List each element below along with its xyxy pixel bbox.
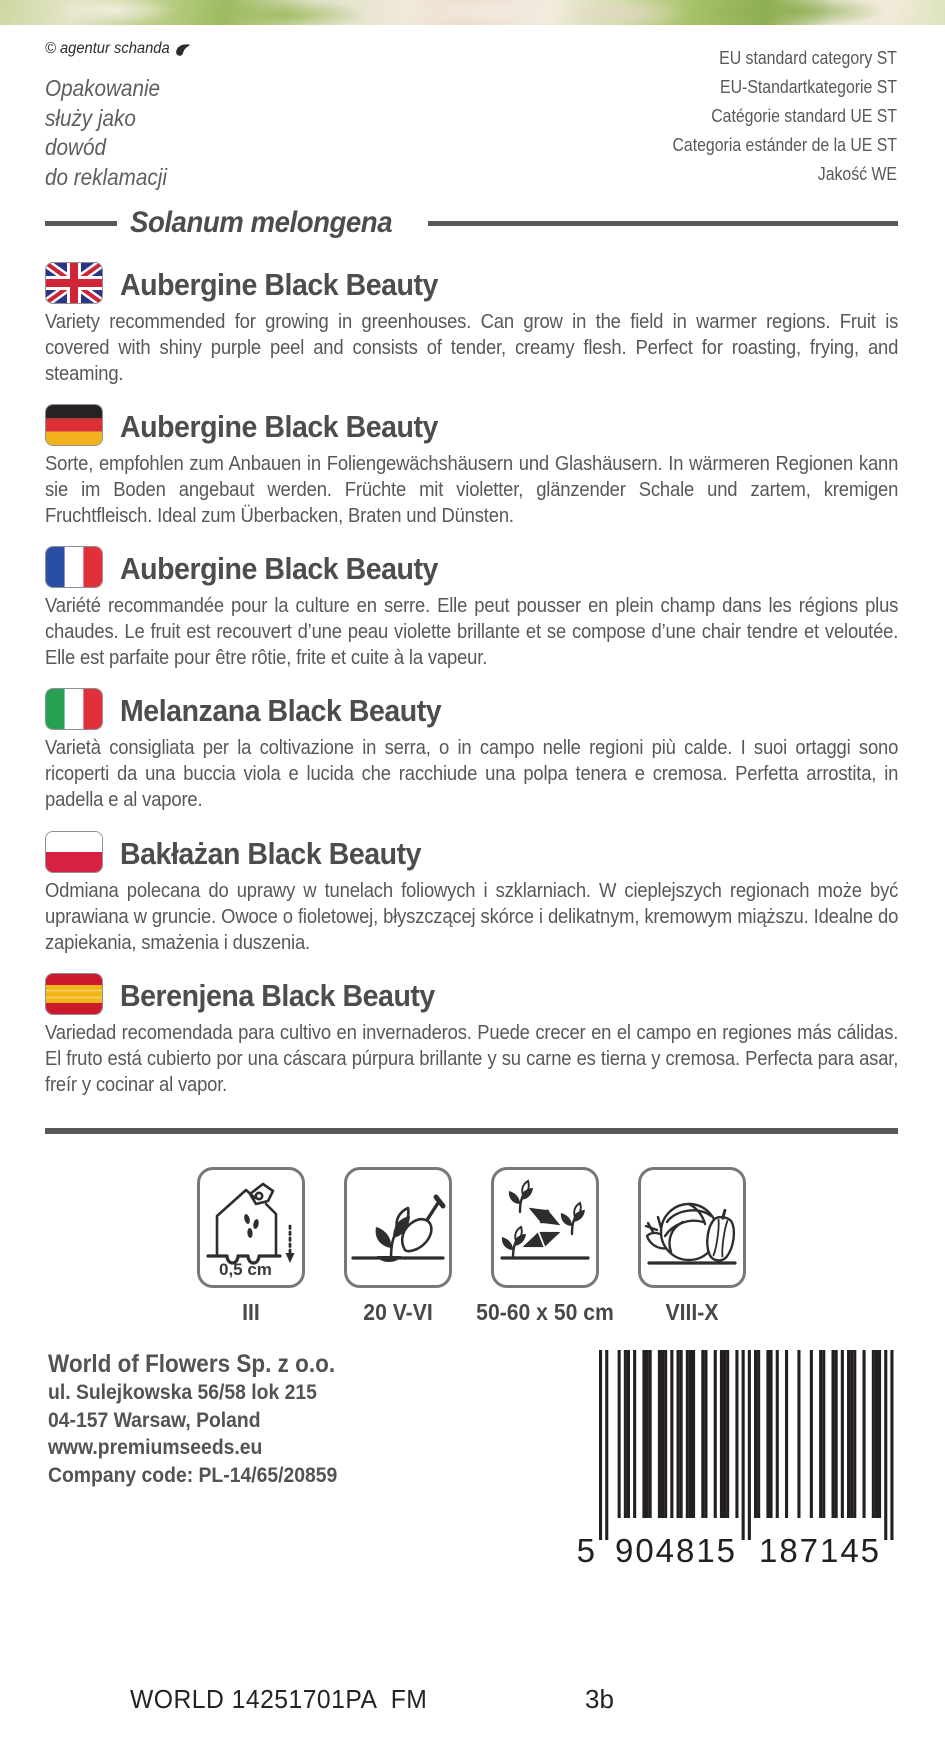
packaging-disclaimer-line: dowód: [45, 134, 107, 160]
section-header: [45, 831, 898, 873]
harvest-label: VIII-X: [665, 1299, 719, 1325]
section-header: [45, 546, 898, 588]
variety-description-fr: Variété recommandée pour la culture en serre. Elle peut pousser en plein champ dans les régions plus chaudes. Le fruit est recouvert d’une peau violette brillante et se compose d’une chair tendre et veloutée. Elle est parfaite pour être rôtie, frite et cuite à la vapeur.: [45, 594, 899, 669]
variety-title-pl: Bakłażan Black Beauty: [120, 836, 422, 871]
poland-flag-icon: [45, 831, 103, 873]
eu-category-line: Catégorie standard UE ST: [711, 106, 897, 126]
section-italian: [45, 688, 898, 813]
section-french: [45, 546, 898, 671]
section-polish: [45, 831, 898, 956]
section-header: [45, 262, 898, 304]
variety-description-es: Variedad recomendada para cultivo en invernaderos. Puede crecer en el campo en regiones más cálidas. El fruto está cubierto por una cáscara púrpura brillante y su carne es tierna y cremosa. Perfecta para asar, freír y cocinar al vapor.: [45, 1021, 899, 1096]
variety-description-en: Variety recommended for growing in greenhouses. Can grow in the field in warmer regions. Fruit is covered with shiny purple peel and consists of tender, creamy flesh. Perfect for roasting, frying, and steaming.: [45, 310, 899, 385]
company-info: [48, 1349, 369, 1489]
species-title: Solanum melongena: [130, 206, 393, 239]
packaging-disclaimer-line: do reklamacji: [45, 163, 167, 190]
section-german: [45, 404, 898, 529]
uk-flag-icon: [45, 262, 103, 304]
eu-category-line: Categoria estánder de la UE ST: [672, 135, 897, 155]
transplanting-label: 20 V-VI: [363, 1299, 433, 1325]
company-website: www.premiumseeds.eu: [48, 1435, 263, 1459]
eu-category-line: Jakość WE: [817, 164, 897, 184]
section-header: [45, 973, 898, 1015]
ean13-barcode: [565, 1350, 901, 1571]
company-address-line: ul. Sulejkowska 56/58 lok 215: [48, 1380, 317, 1404]
spain-flag-icon: [45, 973, 103, 1015]
leaf-logo-icon: [175, 42, 193, 57]
variety-title-en: Aubergine Black Beauty: [120, 267, 438, 302]
eu-category-line: EU-Standartkategorie ST: [720, 77, 897, 97]
variety-title-fr: Aubergine Black Beauty: [120, 551, 438, 586]
species-rule-right: [428, 221, 898, 226]
species-title-row: [45, 206, 898, 240]
plant-photo-strip: [0, 0, 945, 25]
sowing-month-label: III: [242, 1299, 260, 1325]
sowing-depth-value: 0,5 cm: [219, 1260, 272, 1279]
packaging-disclaimer-line: służy jako: [45, 104, 136, 131]
print-batch-code: WORLD 14251701PA FM: [130, 1684, 428, 1714]
section-spanish: [45, 973, 898, 1098]
plant-spacing-icon: [491, 1167, 599, 1288]
species-rule-left: [45, 221, 117, 226]
packaging-disclaimer-line: Opakowanie: [45, 75, 161, 101]
variety-title-es: Berenjena Black Beauty: [120, 978, 435, 1013]
section-english: [45, 262, 898, 387]
france-flag-icon: [45, 546, 103, 588]
eu-category-block: [519, 44, 897, 189]
italy-flag-icon: [45, 688, 103, 730]
packaging-disclaimer: [45, 74, 167, 192]
ean13-bars: [599, 1350, 894, 1540]
variety-description-de: Sorte, empfohlen zum Anbauen in Foliengewächshäusern und Glashäusern. In wärmeren Regionen kann sie im Boden angebaut werden. Früchte mit violetter, glänzender Schale und zartem, kremigen Fruchtfleisch. Ideal zum Überbacken, Braten und Dünsten.: [45, 452, 899, 527]
section-divider-rule: [45, 1128, 898, 1134]
variety-title-it: Melanzana Black Beauty: [120, 693, 442, 728]
harvest-time-icon: [638, 1167, 746, 1288]
eu-category-line: EU standard category ST: [719, 48, 897, 68]
variety-description-it: Varietà consigliata per la coltivazione in serra, o in campo nelle regioni più calde. I suoi ortaggi sono ricoperti da una buccia viola e lucida che racchiude una polpa tenera e cremosa. Perfetta arrostita, in padella e al vapore.: [45, 736, 899, 811]
barcode-left-digits: 904815: [615, 1532, 735, 1566]
germany-flag-icon: [45, 404, 103, 446]
variety-description-pl: Odmiana polecana do uprawy w tunelach foliowych i szklarniach. W cieplejszych regionach może być uprawiana w gruncie. Owoce o fioletowej, błyszczącej skórce i delikatnym, kremowym miąższu. Idealne do zapiekania, smażenia i duszenia.: [45, 879, 899, 954]
print-version-code: 3b: [585, 1684, 614, 1714]
agency-credit-text: © agentur schanda: [45, 40, 170, 57]
agency-credit: [45, 40, 193, 58]
section-header: [45, 404, 898, 446]
company-name: World of Flowers Sp. z o.o.: [48, 1350, 336, 1378]
transplanting-icon: [344, 1167, 452, 1288]
barcode-first-digit: 5: [576, 1532, 595, 1566]
company-code: Company code: PL-14/65/20859: [48, 1462, 338, 1487]
variety-title-de: Aubergine Black Beauty: [120, 409, 438, 444]
barcode-right-digits: 187145: [759, 1532, 879, 1566]
spacing-label: 50-60 x 50 cm: [476, 1299, 614, 1325]
sowing-depth-icon: [197, 1167, 305, 1288]
company-address-line: 04-157 Warsaw, Poland: [48, 1407, 261, 1432]
section-header: [45, 688, 898, 730]
